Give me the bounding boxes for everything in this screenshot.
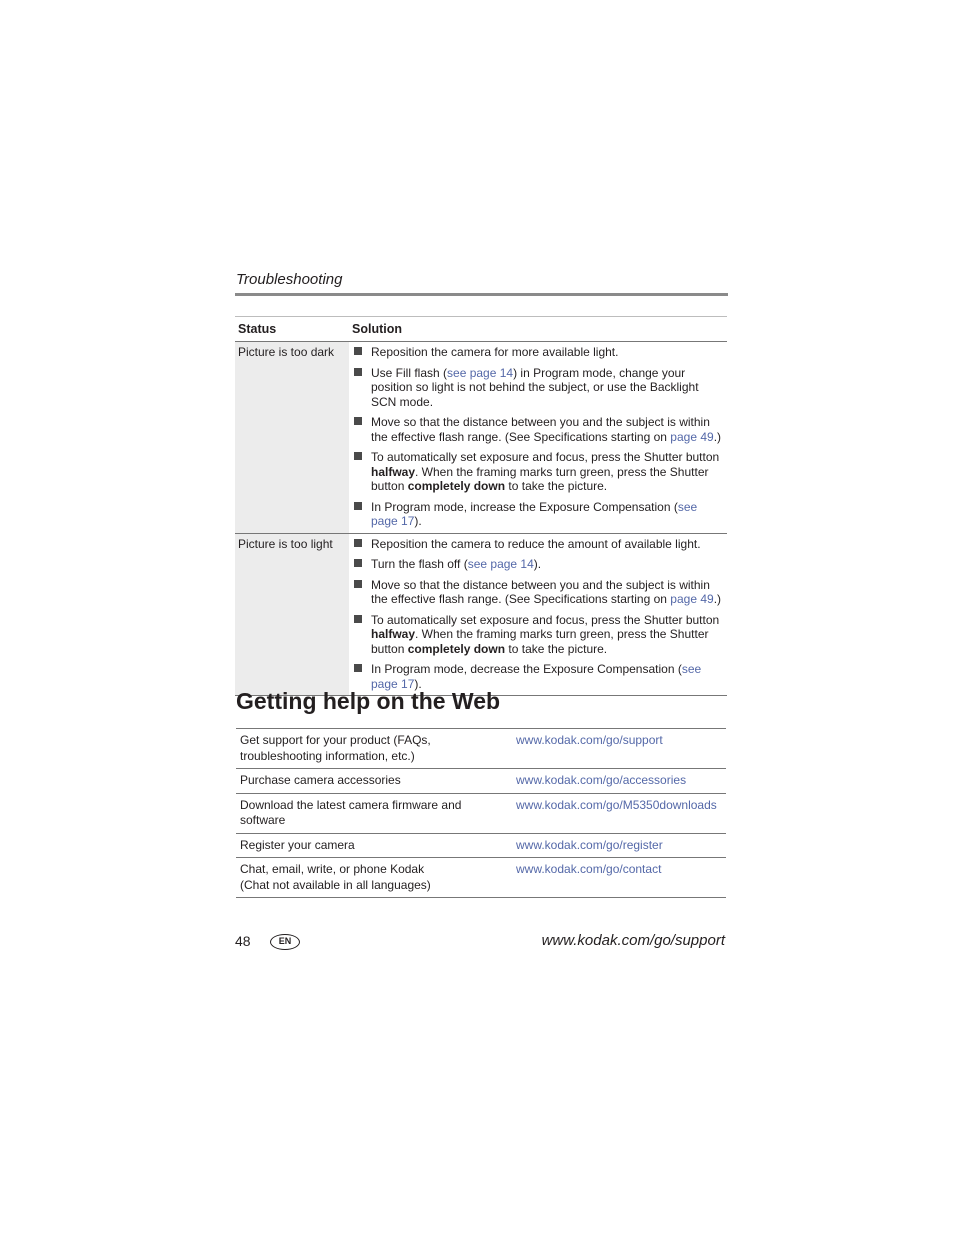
task-cell: Download the latest camera firmware and software: [236, 793, 512, 833]
solution-list: [352, 537, 724, 692]
web-link[interactable]: www.kodak.com/go/register: [516, 837, 663, 852]
url-cell: [512, 793, 726, 833]
task-cell: Chat, email, write, or phone Kodak (Chat not available in all languages): [236, 858, 512, 898]
table-row: [235, 533, 727, 696]
list-item: [352, 537, 724, 552]
header-rule: [235, 293, 728, 296]
solution-text: In Program mode, decrease the Exposure Compensation (: [371, 662, 682, 676]
square-bullet-icon: [354, 452, 362, 460]
emphasis-text: completely down: [407, 641, 506, 656]
page-link[interactable]: page 49: [670, 429, 714, 444]
solution-text: Use Fill flash (: [371, 365, 448, 380]
square-bullet-icon: [354, 615, 362, 623]
page-link[interactable]: page 49: [670, 592, 714, 606]
emphasis-text: halfway: [371, 627, 416, 641]
task-cell: Get support for your product (FAQs, troubleshooting information, etc.): [236, 729, 512, 769]
solution-text: ).: [414, 676, 422, 691]
page-link[interactable]: see page 14: [467, 557, 534, 571]
table-row: [236, 729, 726, 769]
list-item: [352, 578, 724, 607]
table-row: [236, 769, 726, 794]
list-item: [352, 450, 724, 494]
table-row: [235, 342, 727, 534]
square-bullet-icon: [354, 539, 362, 547]
solution-cell: [349, 342, 727, 534]
language-badge: EN: [270, 934, 300, 950]
solution-text: ) in Program mode, change your position so light is not behind the subject, or use the Backlight SCN mode.: [371, 365, 699, 409]
solution-text: To automatically set exposure and focus, press the Shutter button: [371, 612, 720, 627]
table-row: [236, 793, 726, 833]
solution-text: .): [713, 429, 722, 444]
solution-text: . When the framing marks turn green, press the Shutter button: [371, 464, 709, 493]
page-link[interactable]: see page 14: [447, 365, 514, 380]
square-bullet-icon: [354, 664, 362, 672]
list-item: [352, 366, 724, 410]
url-cell: [512, 769, 726, 794]
page-link[interactable]: see page 17: [371, 662, 702, 691]
url-cell: [512, 833, 726, 858]
solution-text: ).: [533, 557, 542, 571]
status-cell: Picture is too dark: [235, 342, 349, 534]
list-item: [352, 662, 724, 691]
list-item: [352, 500, 724, 529]
web-help-table-body: [236, 729, 726, 898]
page-number: 48: [235, 933, 251, 949]
solution-text: In Program mode, increase the Exposure Compensation (: [371, 499, 678, 514]
table-header-row: [235, 317, 727, 342]
list-item: [352, 613, 724, 657]
url-cell: [512, 858, 726, 898]
column-header-status: Status: [235, 317, 349, 342]
footer-url[interactable]: www.kodak.com/go/support: [541, 932, 725, 949]
table-row: [236, 858, 726, 898]
square-bullet-icon: [354, 347, 362, 355]
web-help-title: Getting help on the Web: [236, 688, 501, 714]
square-bullet-icon: [354, 368, 362, 376]
task-cell: Register your camera: [236, 833, 512, 858]
solution-text: ).: [414, 514, 422, 528]
url-cell: [512, 729, 726, 769]
page-link[interactable]: see page 17: [371, 499, 698, 528]
table-row: [236, 833, 726, 858]
web-link[interactable]: www.kodak.com/go/accessories: [516, 773, 687, 787]
web-link[interactable]: www.kodak.com/go/contact: [516, 862, 662, 876]
section-header: Troubleshooting: [236, 271, 343, 288]
solution-text: Move so that the distance between you and the subject is within the effective flash range. (See Specifications starting on: [371, 415, 710, 444]
solution-text: To automatically set exposure and focus, press the Shutter button: [371, 450, 720, 464]
square-bullet-icon: [354, 559, 362, 567]
solution-text: Reposition the camera for more available light.: [371, 345, 619, 359]
task-cell: Purchase camera accessories: [236, 769, 512, 794]
emphasis-text: halfway: [371, 464, 416, 479]
status-cell: Picture is too light: [235, 533, 349, 696]
solution-cell: [349, 533, 727, 696]
square-bullet-icon: [354, 580, 362, 588]
web-help-table: [236, 728, 726, 898]
square-bullet-icon: [354, 417, 362, 425]
solution-text: . When the framing marks turn green, press the Shutter button: [371, 627, 709, 656]
square-bullet-icon: [354, 502, 362, 510]
solution-text: to take the picture.: [505, 479, 608, 493]
list-item: [352, 557, 724, 572]
solution-text: Move so that the distance between you and the subject is within the effective flash range. (See Specifications starting on: [371, 577, 710, 606]
troubleshooting-table: [235, 316, 727, 696]
list-item: [352, 345, 724, 360]
solution-text: .): [713, 592, 722, 606]
solution-text: Reposition the camera to reduce the amount of available light.: [371, 536, 701, 551]
web-link[interactable]: www.kodak.com/go/M5350downloads: [516, 797, 717, 812]
solution-list: [352, 345, 724, 529]
troubleshooting-table-body: [235, 342, 727, 696]
solution-text: to take the picture.: [505, 641, 608, 656]
column-header-solution: Solution: [349, 317, 727, 342]
emphasis-text: completely down: [407, 479, 506, 493]
web-link[interactable]: www.kodak.com/go/support: [516, 733, 663, 747]
list-item: [352, 415, 724, 444]
solution-text: Turn the flash off (: [371, 557, 468, 571]
